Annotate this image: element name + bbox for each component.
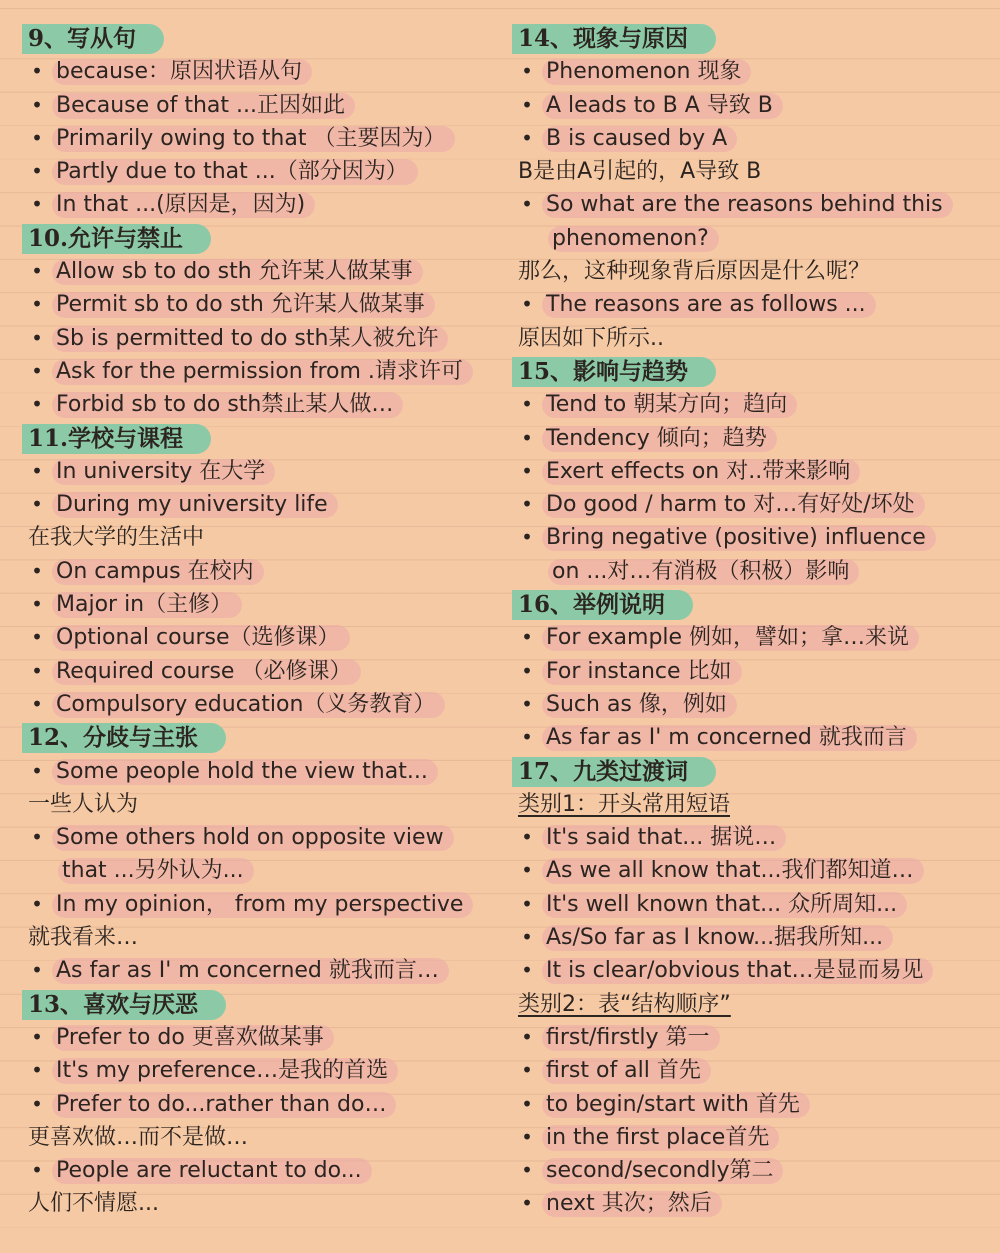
bullet-icon: • bbox=[521, 125, 533, 150]
section-heading bbox=[512, 22, 980, 55]
bullet-icon: • bbox=[31, 325, 43, 350]
bullet-icon: • bbox=[521, 858, 533, 883]
list-item bbox=[512, 188, 980, 221]
translation-text: 在我大学的生活中 bbox=[28, 525, 205, 551]
list-item bbox=[22, 355, 492, 388]
list-item-text: In university 在大学 bbox=[52, 459, 275, 485]
list-item-text: Prefer to do 更喜欢做某事 bbox=[52, 1025, 334, 1051]
list-item bbox=[22, 621, 492, 654]
bullet-icon: • bbox=[521, 392, 533, 417]
section-heading bbox=[512, 755, 980, 788]
list-item-text: Forbid sb to do sth禁止某人做… bbox=[52, 392, 403, 418]
section-heading bbox=[22, 721, 492, 754]
bullet-icon: • bbox=[521, 1191, 533, 1216]
section-heading-text: 14、现象与原因 bbox=[512, 24, 716, 54]
bullet-icon: • bbox=[31, 492, 43, 517]
list-item-text: Because of that ...正因如此 bbox=[52, 93, 355, 119]
section-heading-text: 12、分歧与主张 bbox=[22, 723, 226, 753]
bullet-icon: • bbox=[521, 1058, 533, 1083]
bullet-icon: • bbox=[31, 592, 43, 617]
list-item bbox=[512, 521, 980, 554]
list-item bbox=[22, 1088, 492, 1121]
list-item bbox=[512, 954, 980, 987]
list-item bbox=[512, 122, 980, 155]
list-item bbox=[512, 854, 980, 887]
translation-text: 人们不情愿... bbox=[28, 1191, 159, 1217]
bullet-icon: • bbox=[31, 392, 43, 417]
list-item-text: During my university life bbox=[52, 492, 338, 518]
bullet-icon: • bbox=[521, 625, 533, 650]
list-item bbox=[512, 621, 980, 654]
list-item-text: B is caused by A bbox=[542, 126, 737, 152]
list-item-text: Ask for the permission from .请求许可 bbox=[52, 359, 473, 385]
list-item bbox=[22, 555, 492, 588]
bullet-icon: • bbox=[31, 958, 43, 983]
list-item bbox=[512, 921, 980, 954]
list-item bbox=[22, 388, 492, 421]
list-item-text: It's said that... 据说… bbox=[542, 825, 786, 851]
list-item bbox=[22, 122, 492, 155]
continuation-text: that ...另外认为... bbox=[58, 858, 254, 884]
list-item-text: It is clear/obvious that…是显而易见 bbox=[542, 958, 933, 984]
section-heading bbox=[22, 988, 492, 1021]
bullet-icon: • bbox=[521, 1158, 533, 1183]
right-column bbox=[512, 22, 980, 1221]
bullet-icon: • bbox=[521, 925, 533, 950]
list-item-text: Sb is permitted to do sth某人被允许 bbox=[52, 326, 448, 352]
list-item-text: So what are the reasons behind this bbox=[542, 192, 953, 218]
translation-line bbox=[512, 322, 980, 355]
list-item bbox=[22, 89, 492, 122]
bullet-icon: • bbox=[521, 1091, 533, 1116]
list-item bbox=[22, 888, 492, 921]
bullet-icon: • bbox=[31, 1058, 43, 1083]
list-item-text: Exert effects on 对..带来影响 bbox=[542, 459, 860, 485]
bullet-icon: • bbox=[521, 1124, 533, 1149]
bullet-icon: • bbox=[521, 891, 533, 916]
category-label bbox=[512, 788, 980, 821]
bullet-icon: • bbox=[521, 825, 533, 850]
bullet-icon: • bbox=[521, 1024, 533, 1049]
list-item bbox=[22, 755, 492, 788]
translation-line bbox=[22, 1121, 492, 1154]
bullet-icon: • bbox=[31, 292, 43, 317]
list-item-text: in the first place首先 bbox=[542, 1125, 779, 1151]
bullet-icon: • bbox=[31, 758, 43, 783]
bullet-icon: • bbox=[31, 891, 43, 916]
list-item-text: In that ...(原因是，因为) bbox=[52, 192, 315, 218]
list-item bbox=[22, 288, 492, 321]
bullet-icon: • bbox=[31, 658, 43, 683]
translation-text: 更喜欢做…而不是做… bbox=[28, 1124, 249, 1150]
list-item bbox=[512, 688, 980, 721]
section-heading-text: 17、九类过渡词 bbox=[512, 757, 716, 787]
section-heading-text: 13、喜欢与厌恶 bbox=[22, 990, 226, 1020]
list-item-text: to begin/start with 首先 bbox=[542, 1092, 810, 1118]
list-item-continuation bbox=[512, 555, 980, 588]
section-heading-text: 15、影响与趋势 bbox=[512, 357, 716, 387]
list-item bbox=[512, 1121, 980, 1154]
bullet-icon: • bbox=[521, 92, 533, 117]
list-item-text: As far as I' m concerned 就我而言… bbox=[52, 958, 449, 984]
list-item-text: Some others hold on opposite view bbox=[52, 825, 454, 851]
list-item bbox=[22, 488, 492, 521]
list-item-text: because：原因状语从句 bbox=[52, 59, 312, 85]
section-heading bbox=[22, 222, 492, 255]
bullet-icon: • bbox=[521, 525, 533, 550]
list-item-text: Primarily owing to that （主要因为） bbox=[52, 126, 455, 152]
translation-line bbox=[22, 1187, 492, 1220]
list-item-text: Permit sb to do sth 允许某人做某事 bbox=[52, 292, 435, 318]
list-item-continuation bbox=[512, 222, 980, 255]
list-item bbox=[22, 655, 492, 688]
bullet-icon: • bbox=[31, 125, 43, 150]
list-item-text: For instance 比如 bbox=[542, 659, 742, 685]
list-item-text: Phenomenon 现象 bbox=[542, 59, 751, 85]
list-item-text: Tend to 朝某方向；趋向 bbox=[542, 392, 797, 418]
list-item bbox=[22, 55, 492, 88]
left-column bbox=[22, 22, 492, 1221]
list-item bbox=[512, 888, 980, 921]
list-item bbox=[512, 422, 980, 455]
list-item-text: As/So far as I know...据我所知... bbox=[542, 925, 893, 951]
list-item-continuation bbox=[22, 854, 492, 887]
bullet-icon: • bbox=[31, 259, 43, 284]
list-item bbox=[22, 821, 492, 854]
bullet-icon: • bbox=[521, 458, 533, 483]
list-item bbox=[22, 688, 492, 721]
list-item bbox=[512, 288, 980, 321]
bullet-icon: • bbox=[31, 825, 43, 850]
list-item bbox=[512, 89, 980, 122]
list-item-text: It's my preference…是我的首选 bbox=[52, 1058, 398, 1084]
bullet-icon: • bbox=[521, 958, 533, 983]
translation-line bbox=[22, 921, 492, 954]
bullet-icon: • bbox=[31, 92, 43, 117]
bullet-icon: • bbox=[521, 492, 533, 517]
list-item bbox=[512, 455, 980, 488]
translation-line bbox=[512, 255, 980, 288]
translation-line bbox=[22, 788, 492, 821]
list-item-text: first of all 首先 bbox=[542, 1058, 711, 1084]
list-item-text: Such as 像，例如 bbox=[542, 692, 737, 718]
continuation-text: phenomenon? bbox=[548, 226, 719, 252]
bullet-icon: • bbox=[521, 59, 533, 84]
list-item bbox=[22, 588, 492, 621]
list-item-text: On campus 在校内 bbox=[52, 559, 264, 585]
list-item bbox=[22, 1021, 492, 1054]
bullet-icon: • bbox=[31, 458, 43, 483]
bullet-icon: • bbox=[31, 159, 43, 184]
bullet-icon: • bbox=[31, 625, 43, 650]
list-item-text: The reasons are as follows ... bbox=[542, 292, 876, 318]
section-heading bbox=[22, 22, 492, 55]
bullet-icon: • bbox=[521, 292, 533, 317]
list-item bbox=[512, 1154, 980, 1187]
list-item-text: People are reluctant to do... bbox=[52, 1158, 372, 1184]
list-item bbox=[512, 55, 980, 88]
bullet-icon: • bbox=[31, 59, 43, 84]
section-heading bbox=[22, 422, 492, 455]
bullet-icon: • bbox=[31, 691, 43, 716]
list-item-text: Compulsory education（义务教育） bbox=[52, 692, 445, 718]
list-item bbox=[22, 155, 492, 188]
list-item-text: Tendency 倾向；趋势 bbox=[542, 426, 777, 452]
bullet-icon: • bbox=[31, 358, 43, 383]
section-heading bbox=[512, 588, 980, 621]
list-item-text: Allow sb to do sth 允许某人做某事 bbox=[52, 259, 423, 285]
bullet-icon: • bbox=[31, 1091, 43, 1116]
list-item bbox=[22, 322, 492, 355]
list-item bbox=[22, 1154, 492, 1187]
category-label-text: 类别1：开头常用短语 bbox=[518, 791, 730, 817]
section-heading-text: 9、写从句 bbox=[22, 24, 164, 54]
list-item bbox=[22, 455, 492, 488]
translation-text: 那么，这种现象背后原因是什么呢？ bbox=[518, 259, 871, 285]
bullet-icon: • bbox=[521, 691, 533, 716]
list-item-text: As we all know that...我们都知道… bbox=[542, 858, 924, 884]
list-item bbox=[512, 1021, 980, 1054]
list-item bbox=[512, 1187, 980, 1220]
category-label bbox=[512, 988, 980, 1021]
bullet-icon: • bbox=[521, 192, 533, 217]
list-item-text: In my opinion， from my perspective bbox=[52, 892, 473, 918]
translation-text: B是由A引起的，A导致 B bbox=[518, 159, 762, 185]
list-item-text: Prefer to do...rather than do… bbox=[52, 1092, 396, 1118]
list-item-text: Bring negative (positive) influence bbox=[542, 525, 936, 551]
list-item bbox=[512, 488, 980, 521]
list-item-text: Required course （必修课） bbox=[52, 659, 361, 685]
bullet-icon: • bbox=[31, 1158, 43, 1183]
bullet-icon: • bbox=[521, 425, 533, 450]
list-item-text: Major in（主修） bbox=[52, 592, 242, 618]
list-item-text: Optional course（选修课） bbox=[52, 625, 350, 651]
list-item bbox=[22, 1054, 492, 1087]
bullet-icon: • bbox=[31, 558, 43, 583]
bullet-icon: • bbox=[31, 1024, 43, 1049]
bullet-icon: • bbox=[521, 658, 533, 683]
category-label-text: 类别2：表“结构顺序” bbox=[518, 991, 731, 1017]
translation-text: 一些人认为 bbox=[28, 791, 139, 817]
list-item-text: It's well known that... 众所周知... bbox=[542, 892, 907, 918]
list-item bbox=[512, 821, 980, 854]
list-item bbox=[22, 255, 492, 288]
bullet-icon: • bbox=[521, 725, 533, 750]
list-item bbox=[512, 1054, 980, 1087]
list-item-text: first/firstly 第一 bbox=[542, 1025, 720, 1051]
list-item bbox=[512, 655, 980, 688]
list-item-text: As far as I' m concerned 就我而言 bbox=[542, 725, 917, 751]
continuation-text: on ...对…有消极（积极）影响 bbox=[548, 559, 859, 585]
list-item bbox=[22, 954, 492, 987]
list-item bbox=[512, 388, 980, 421]
list-item-text: Some people hold the view that... bbox=[52, 759, 438, 785]
list-item-text: Partly due to that ...（部分因为） bbox=[52, 159, 418, 185]
list-item-text: next 其次；然后 bbox=[542, 1191, 722, 1217]
translation-line bbox=[22, 521, 492, 554]
list-item-text: For example 例如，譬如；拿…来说 bbox=[542, 625, 919, 651]
section-heading-text: 10.允许与禁止 bbox=[22, 224, 211, 254]
section-heading bbox=[512, 355, 980, 388]
translation-text: 原因如下所示.. bbox=[518, 325, 664, 351]
translation-text: 就我看来… bbox=[28, 925, 139, 951]
list-item bbox=[512, 1088, 980, 1121]
list-item bbox=[512, 721, 980, 754]
list-item-text: Do good / harm to 对…有好处/坏处 bbox=[542, 492, 925, 518]
section-heading-text: 11.学校与课程 bbox=[22, 424, 211, 454]
list-item-text: A leads to B A 导致 B bbox=[542, 93, 783, 119]
translation-line bbox=[512, 155, 980, 188]
list-item bbox=[22, 188, 492, 221]
bullet-icon: • bbox=[31, 192, 43, 217]
list-item-text: second/secondly第二 bbox=[542, 1158, 783, 1184]
section-heading-text: 16、举例说明 bbox=[512, 590, 693, 620]
